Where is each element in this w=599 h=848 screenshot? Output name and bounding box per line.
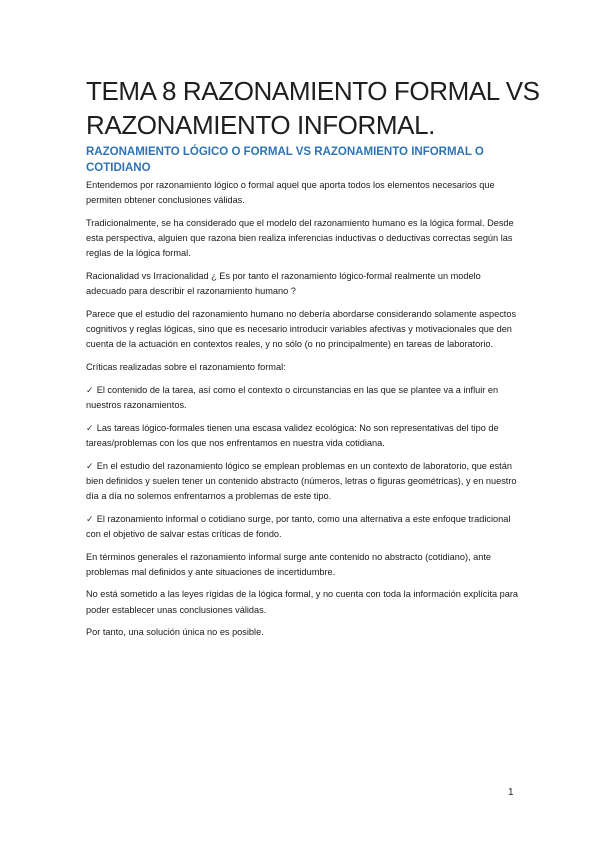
paragraph: Por tanto, una solución única no es posible. [86, 627, 264, 638]
criticism-text: El contenido de la tarea, así como el contexto o circunstancias en las que se plantee va a influir en nuestros razonamientos. [86, 384, 499, 410]
paragraph: Críticas realizadas sobre el razonamiento formal: [86, 362, 286, 373]
criticism-text: Las tareas lógico-formales tienen una escasa validez ecológica: No son representativas del tipo de tareas/problemas con los que nos enfrentamos en nuestra vida cotidiana. [86, 422, 499, 448]
criticism-text: El razonamiento informal o cotidiano surge, por tanto, como una alternativa a este enfoque tradicional con el objetivo de salvar estas críticas de fondo. [86, 513, 511, 539]
criticism-item [86, 512, 522, 542]
check-icon: ✓ [86, 460, 94, 471]
check-icon: ✓ [86, 422, 94, 433]
section-heading: RAZONAMIENTO LÓGICO O FORMAL VS RAZONAMIENTO INFORMAL O COTIDIANO [86, 146, 484, 174]
document-body [86, 178, 522, 648]
paragraph: No está sometido a las leyes rígidas de la lógica formal, y no cuenta con toda la información explícita para poder establecer unas conclusiones válidas. [86, 589, 519, 615]
check-icon: ✓ [86, 384, 94, 395]
paragraph: Racionalidad vs Irracionalidad ¿ Es por tanto el razonamiento lógico-formal realmente un modelo adecuado para describir el razonamiento humano ? [86, 271, 481, 297]
paragraph: En términos generales el razonamiento informal surge ante contenido no abstracto (cotidiano), ante problemas mal definidos y ante situaciones de incertidumbre. [86, 551, 491, 577]
page-title: TEMA 8 RAZONAMIENTO FORMAL VS RAZONAMIENTO INFORMAL. [86, 76, 540, 140]
criticism-item [86, 421, 522, 451]
paragraph: Tradicionalmente, se ha considerado que el modelo del razonamiento humano es la lógica formal. Desde esta perspectiva, alguien que razona bien realiza inferencias inductivas o deductivas correctas según las reglas de la lógica formal. [86, 217, 514, 259]
paragraph: Entendemos por razonamiento lógico o formal aquel que aporta todos los elementos necesarios que permiten obtener conclusiones válidas. [86, 180, 495, 206]
page-number: 1 [508, 787, 514, 798]
criticism-item [86, 383, 522, 413]
paragraph: Parece que el estudio del razonamiento humano no debería abordarse considerando solamente aspectos cognitivos y reglas lógicas, sino que es necesario introducir variables afectivas y motivacionales que den cuenta de la actuación en contextos reales, y no sólo (o no principalmente) en tareas de laboratorio. [86, 308, 517, 350]
criticism-text: En el estudio del razonamiento lógico se emplean problemas en un contexto de laboratorio, que están bien definidos y suelen tener un contenido abstracto (números, letras o figuras geométricas), y en nuestro día a día no solemos enfrentarnos a problemas de este tipo. [86, 460, 517, 501]
criticism-item [86, 459, 522, 505]
check-icon: ✓ [86, 513, 94, 524]
